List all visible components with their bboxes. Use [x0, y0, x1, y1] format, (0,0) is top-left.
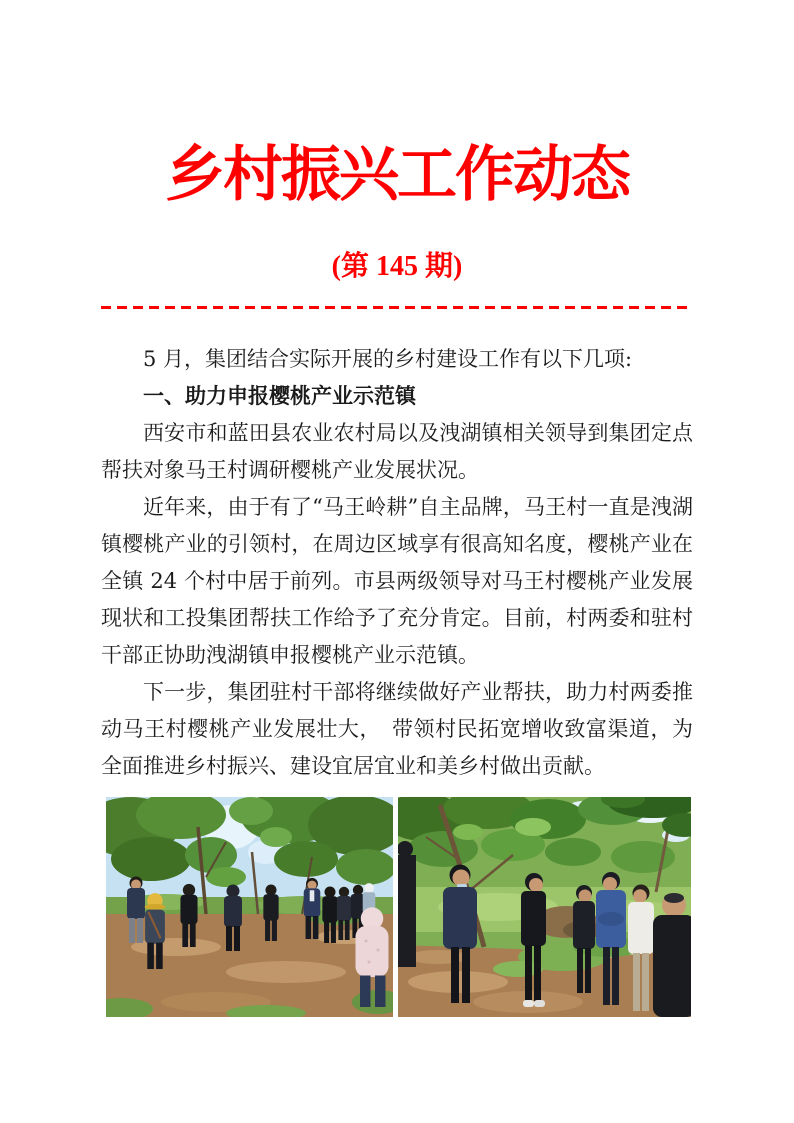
section-heading-1: 一、助力申报樱桃产业示范镇	[143, 383, 416, 408]
photo-orchard-discussion	[398, 797, 691, 1017]
paragraph-visit: 西安市和蓝田县农业农村局以及洩湖镇相关领导到集团定点帮扶对象马王村调研樱桃产业发展状况。	[101, 420, 693, 482]
document-body	[101, 341, 693, 1017]
paragraph-brand: 近年来，由于有了“马王岭耕”自主品牌，马王村一直是洩湖镇樱桃产业的引领村，在周边区域享有很高知名度，樱桃产业在全镇 24 个村中居于前列。市县两级领导对马王村樱桃产业发展现状和工投集团帮扶工作给予了充分肯定。目前，村两委和驻村干部正协助洩湖镇申报樱桃产业示范镇。	[101, 494, 693, 667]
paragraph-next-steps: 下一步，集团驻村干部将继续做好产业帮扶，助力村两委推动马王村樱桃产业发展壮大， 带领村民拓宽增收致富渠道，为全面推进乡村振兴、建设宜居宜业和美乡村做出贡献。	[101, 679, 693, 778]
paragraph-intro: 5 月，集团结合实际开展的乡村建设工作有以下几项:	[143, 346, 633, 371]
photo-orchard-group	[106, 797, 393, 1017]
photo-row	[101, 797, 693, 1017]
issue-number: (第 145 期)	[331, 251, 463, 282]
document-title: 乡村振兴工作动态	[165, 142, 629, 208]
person-cropped-left	[398, 841, 416, 967]
red-dashed-divider	[101, 306, 693, 309]
